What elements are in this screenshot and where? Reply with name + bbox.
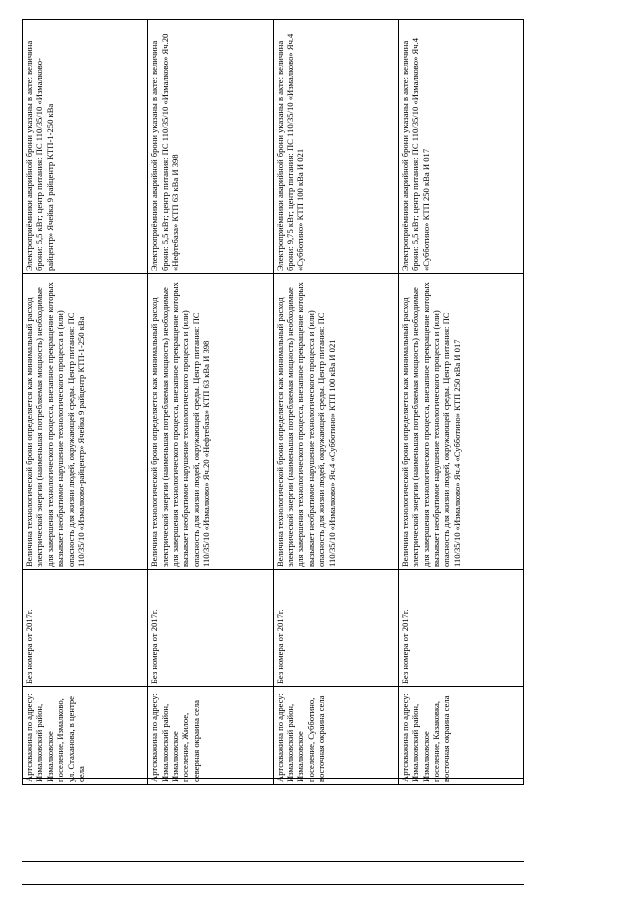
table-row	[273, 20, 398, 785]
number-text: Без номера от 2017г.	[149, 609, 160, 684]
description-text: Величина технологической брони определяется как минимальный расход электрической энергии (наименьшая потребляемая мощность) необходимые для завершения технологического процесса, внезапное прекращение которых вызывает необратимое нарушение технологического процесса и (или) опасность для жизни людей, окружающей среды. Центр питания: ПС 110/35/10 «Измалково» Яч.4 «Субботино» КТП 100 кВа И 021	[274, 282, 337, 567]
reservation-table	[22, 19, 524, 785]
location-cell	[23, 687, 148, 785]
number-text: Без номера от 2017г.	[399, 609, 410, 684]
description-cell	[23, 274, 148, 570]
description-cell	[398, 274, 523, 570]
act-text: Электроприёмники аварийной брони указаны в акте: величина брони: 5,5 кВт; центр питания: ПС 110/35/10 «Измалково» Яч.4 «Субботино» КТП 250 кВа И 017	[399, 37, 431, 271]
number-cell	[148, 570, 273, 687]
number-text: Без номера от 2017г.	[24, 609, 34, 684]
location-text: Артскважина по адресу: Измалковский район, Измалковское поселение, Измалково, ул. Стаханова, в центре села	[24, 693, 87, 782]
act-cell	[23, 20, 148, 274]
divider-rule	[22, 884, 524, 885]
act-cell	[148, 20, 273, 274]
number-cell	[398, 570, 523, 687]
number-cell	[23, 570, 148, 687]
table-row	[398, 20, 523, 785]
act-cell	[273, 20, 398, 274]
description-cell	[273, 274, 398, 570]
description-cell	[148, 274, 273, 570]
table-row	[23, 20, 148, 785]
location-text: Артскважина по адресу: Измалковский район, Измалковское поселение, Жилое, северная окраина села	[149, 693, 201, 782]
description-text: Величина технологической брони определяется как минимальный расход электрической энергии (наименьшая потребляемая мощность) необходимые для завершения технологического процесса, внезапное прекращение которых вызывает необратимое нарушение технологического процесса и (или) опасность для жизни людей, окружающей среды. Центр питания: ПС 110/35/10 «Измалково» Яч.4 «Субботино» КТП 250 кВа И 017	[399, 282, 462, 567]
location-text: Артскважина по адресу: Измалковский район, Измалковское поселение, Субботино, восточная окраина села	[274, 693, 327, 782]
location-cell	[398, 687, 523, 785]
number-cell	[273, 570, 398, 687]
description-text: Величина технологической брони определяется как минимальный расход электрической энергии (наименьшая потребляемая мощность) необходимые для завершения технологического процесса, внезапное прекращение которых вызывает необратимое нарушение технологического процесса и (или) опасность для жизни людей, окружающей среды. Центр питания: ПС 110/35/10 «Измалково-райцентр» Ячейка 9 райцентр КТП-1-250 кВа	[24, 282, 87, 567]
number-text: Без номера от 2017г.	[274, 609, 285, 684]
divider-rule	[22, 861, 524, 862]
act-cell	[398, 20, 523, 274]
location-cell	[148, 687, 273, 785]
location-cell	[273, 687, 398, 785]
act-text: Электроприёмники аварийной брони указаны в акте: величина брони: 5,5 кВт; центр питания: ПС 110/35/10 «Измалково-райцентр» Ячейка 9 райцентр КТП-1-250 кВа	[24, 40, 55, 271]
table-row	[148, 20, 273, 785]
rotated-page	[22, 20, 524, 785]
divider-rule	[22, 778, 524, 779]
act-text: Электроприёмники аварийной брони указаны в акте: величина брони: 5,5 кВт; центр питания: ПС 110/35/10 «Измалково» Яч.20 «Нефтебаза» КТП 63 кВа И 398	[149, 33, 181, 271]
description-text: Величина технологической брони определяется как минимальный расход электрической энергии (наименьшая потребляемая мощность) необходимые для завершения технологического процесса, внезапное прекращение которых вызывает необратимое нарушение технологического процесса и (или) опасность для жизни людей, окружающей среды. Центр питания: ПС 110/35/10 «Измалково» Яч.20 «Нефтебаза» КТП 63 кВа И 398	[149, 282, 212, 567]
act-text: Электроприёмники аварийной брони указаны в акте: величина брони: 9,75 кВт; центр питания: ПС 110/35/10 «Измалково» Яч.4 «Субботино» КТП 100 кВа И 021	[274, 33, 306, 271]
location-text: Артскважина по адресу: Измалковский район, Измалковское поселение, Казаковка, восточная окраина села	[399, 693, 452, 782]
